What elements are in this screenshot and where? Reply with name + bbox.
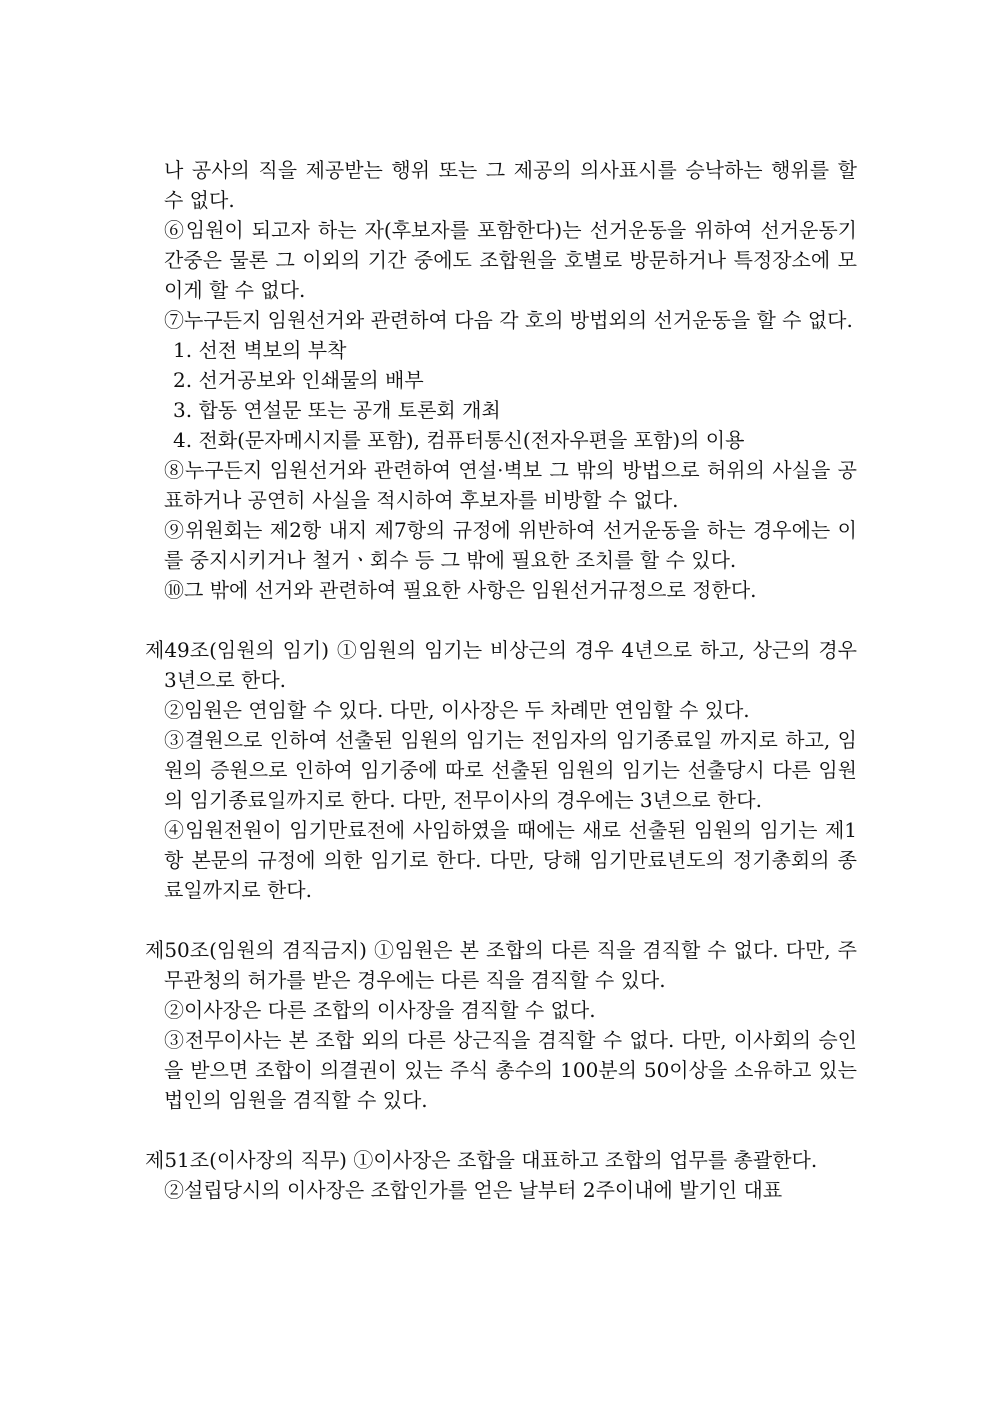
section-gap — [145, 905, 857, 935]
list-item-2: 2. 선거공보와 인쇄물의 배부 — [173, 368, 424, 392]
document-page — [145, 155, 857, 1205]
paragraph-10: ⑩그 밖에 선거와 관련하여 필요한 사항은 임원선거규정으로 정한다. — [164, 578, 757, 602]
section-gap — [145, 605, 857, 635]
article-50-heading: 제50조(임원의 겸직금지) ①임원은 본 조합의 다른 직을 겸직할 수 없다. 다만, 주무관청의 허가를 받은 경우에는 다른 직을 겸직할 수 있다. — [145, 938, 857, 992]
article-49-paragraph-4: ④임원전원이 임기만료전에 사임하였을 때에는 새로 선출된 임원의 임기는 제1항 본문의 규정에 의한 임기로 한다. 다만, 당해 임기만료년도의 정기총회의 종료일까지로 한다. — [164, 818, 857, 902]
article-51-paragraph-2: ②설립당시의 이사장은 조합인가를 얻은 날부터 2주이내에 발기인 대표 — [164, 1178, 783, 1202]
article-49-heading: 제49조(임원의 임기) ①임원의 임기는 비상근의 경우 4년으로 하고, 상근의 경우 3년으로 한다. — [145, 638, 857, 692]
article-51-heading: 제51조(이사장의 직무) ①이사장은 조합을 대표하고 조합의 업무를 총괄한다. — [145, 1148, 818, 1172]
paragraph-9: ⑨위원회는 제2항 내지 제7항의 규정에 위반하여 선거운동을 하는 경우에는 이를 중지시키거나 철거ㆍ회수 등 그 밖에 필요한 조치를 할 수 있다. — [164, 518, 857, 572]
list-item-1: 1. 선전 벽보의 부착 — [173, 338, 347, 362]
paragraph-8: ⑧누구든지 임원선거와 관련하여 연설·벽보 그 밖의 방법으로 허위의 사실을 공표하거나 공연히 사실을 적시하여 후보자를 비방할 수 없다. — [164, 458, 857, 512]
list-item-3: 3. 합동 연설문 또는 공개 토론회 개최 — [173, 398, 501, 422]
section-gap — [145, 1115, 857, 1145]
list-item-4: 4. 전화(문자메시지를 포함), 컴퓨터통신(전자우편을 포함)의 이용 — [173, 428, 745, 452]
article-49-paragraph-2: ②임원은 연임할 수 있다. 다만, 이사장은 두 차례만 연임할 수 있다. — [164, 698, 750, 722]
paragraph-5-continued: 나 공사의 직을 제공받는 행위 또는 그 제공의 의사표시를 승낙하는 행위를 할 수 없다. — [164, 158, 857, 212]
paragraph-6: ⑥임원이 되고자 하는 자(후보자를 포함한다)는 선거운동을 위하여 선거운동기간중은 물론 그 이외의 기간 중에도 조합원을 호별로 방문하거나 특정장소에 모이게 할 수 없다. — [164, 218, 857, 302]
paragraph-7: ⑦누구든지 임원선거와 관련하여 다음 각 호의 방법외의 선거운동을 할 수 없다. — [164, 308, 853, 332]
article-49-paragraph-3: ③결원으로 인하여 선출된 임원의 임기는 전임자의 임기종료일 까지로 하고, 임원의 증원으로 인하여 임기중에 따로 선출된 임원의 임기는 선출당시 다른 임원의 임기종료일까지로 한다. 다만, 전무이사의 경우에는 3년으로 한다. — [164, 728, 857, 812]
article-50-paragraph-2: ②이사장은 다른 조합의 이사장을 겸직할 수 없다. — [164, 998, 596, 1022]
article-50-paragraph-3: ③전무이사는 본 조합 외의 다른 상근직을 겸직할 수 없다. 다만, 이사회의 승인을 받으면 조합이 의결권이 있는 주식 총수의 100분의 50이상을 소유하고 있는 법인의 임원을 겸직할 수 있다. — [164, 1028, 857, 1112]
